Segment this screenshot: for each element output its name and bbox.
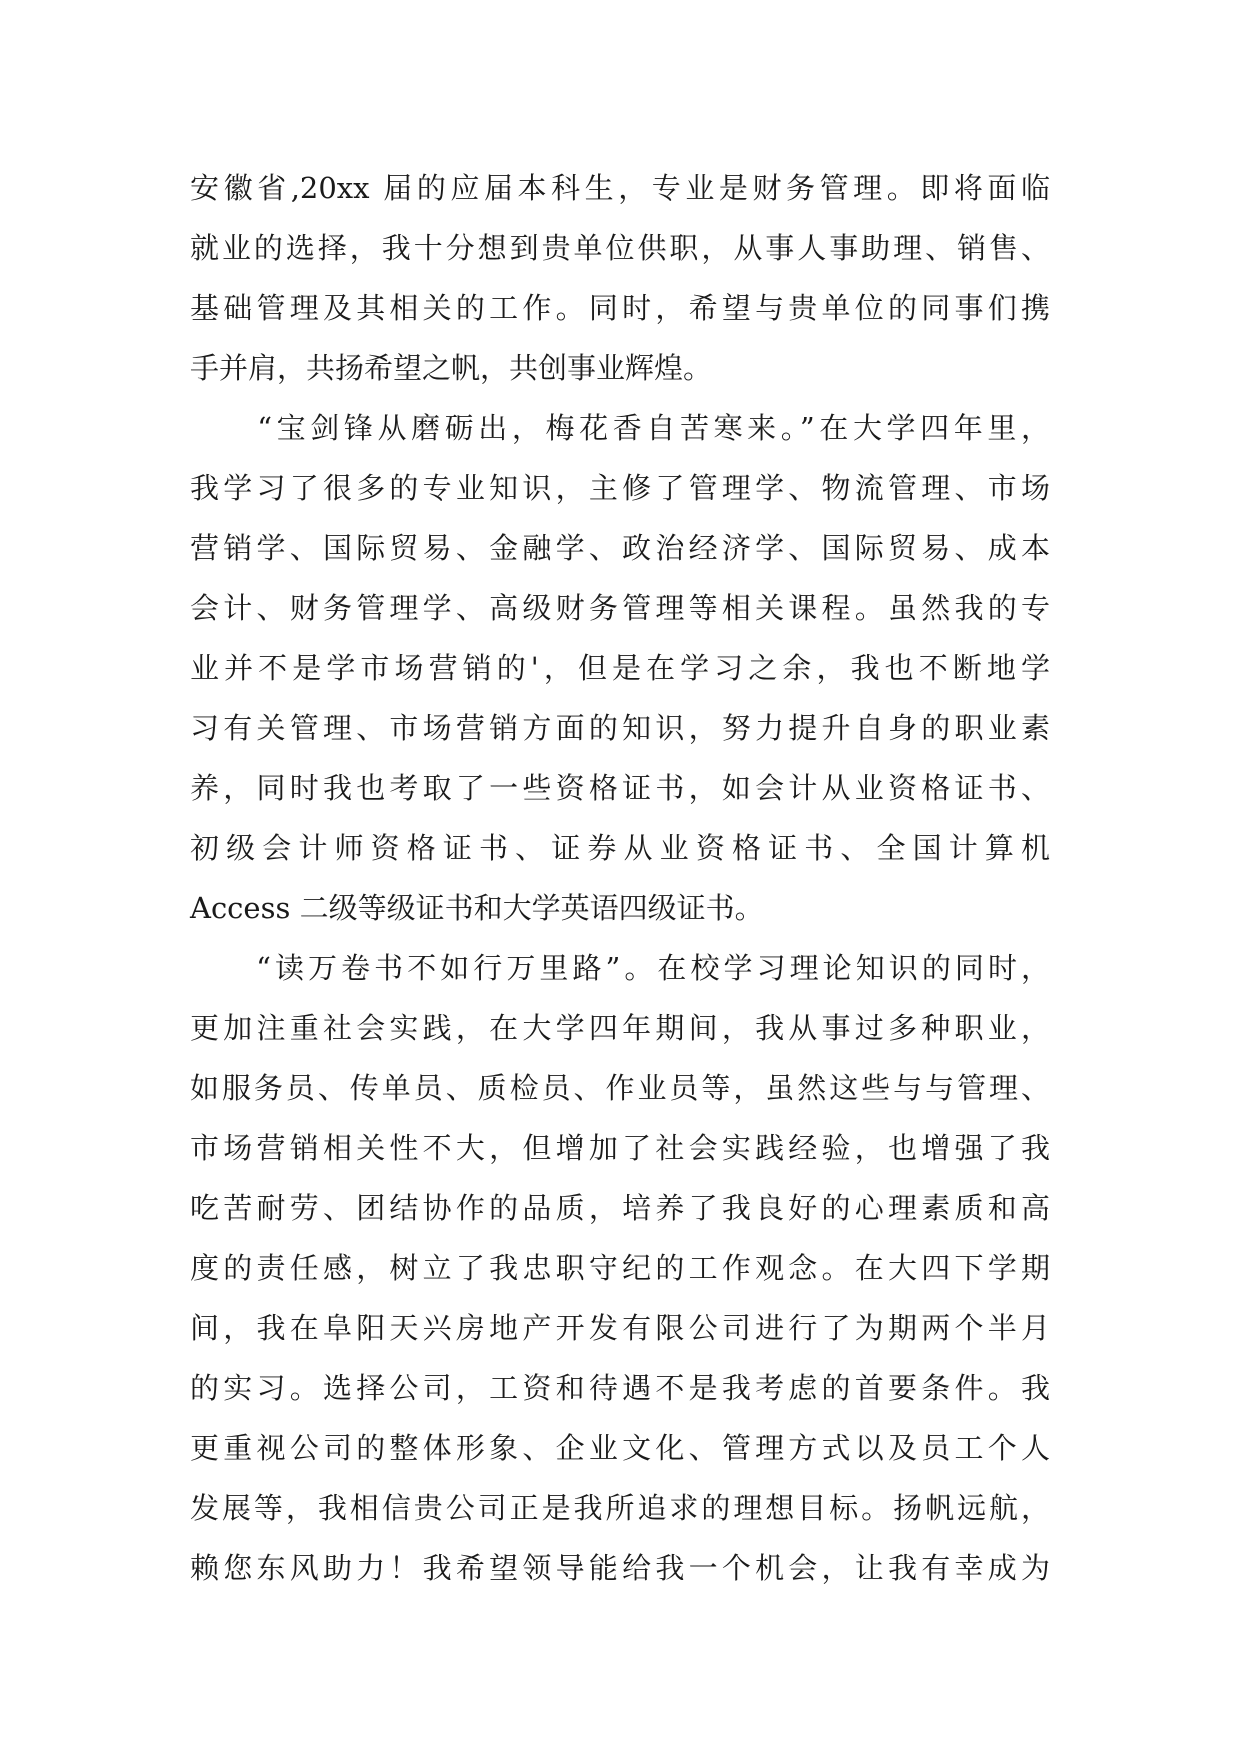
text-line: 赖您东风助力！我希望领导能给我一个机会，让我有幸成为 — [190, 1551, 1050, 1585]
text-line: 吃苦耐劳、团结协作的品质，培养了我良好的心理素质和高 — [190, 1191, 1050, 1225]
text-line: 的实习。选择公司，工资和待遇不是我考虑的首要条件。我 — [190, 1371, 1050, 1405]
text-line: 市场营销相关性不大，但增加了社会实践经验，也增强了我 — [190, 1131, 1050, 1165]
document-body — [190, 158, 1050, 1598]
text-line: 手并肩，共扬希望之帆，共创事业辉煌。 — [190, 351, 713, 385]
text-line: “宝剑锋从磨砺出，梅花香自苦寒来。”在大学四年里， — [190, 411, 1050, 445]
text-line: 基础管理及其相关的工作。同时，希望与贵单位的同事们携 — [190, 291, 1050, 325]
text-line: 就业的选择，我十分想到贵单位供职，从事人事助理、销售、 — [190, 231, 1050, 265]
text-line: 初级会计师资格证书、证券从业资格证书、全国计算机 — [190, 831, 1050, 865]
text-line: 营销学、国际贸易、金融学、政治经济学、国际贸易、成本 — [190, 531, 1050, 565]
paragraph-study — [190, 398, 1050, 938]
text-line: 习有关管理、市场营销方面的知识，努力提升自身的职业素 — [190, 711, 1050, 745]
text-line: 度的责任感，树立了我忠职守纪的工作观念。在大四下学期 — [190, 1251, 1050, 1285]
text-line: Access 二级等级证书和大学英语四级证书。 — [190, 891, 764, 925]
text-line: 如服务员、传单员、质检员、作业员等，虽然这些与与管理、 — [190, 1071, 1050, 1105]
text-line: 发展等，我相信贵公司正是我所追求的理想目标。扬帆远航， — [190, 1491, 1050, 1525]
text-line: 安徽省,20xx 届的应届本科生，专业是财务管理。即将面临 — [190, 171, 1050, 205]
text-line: 间，我在阜阳天兴房地产开发有限公司进行了为期两个半月 — [190, 1311, 1050, 1345]
text-line: “读万卷书不如行万里路”。在校学习理论知识的同时， — [190, 951, 1050, 985]
text-line: 养，同时我也考取了一些资格证书，如会计从业资格证书、 — [190, 771, 1050, 805]
text-line: 更重视公司的整体形象、企业文化、管理方式以及员工个人 — [190, 1431, 1050, 1465]
paragraph-practice — [190, 938, 1050, 1598]
text-line: 业并不是学市场营销的'，但是在学习之余，我也不断地学 — [190, 651, 1050, 685]
paragraph-intro — [190, 158, 1050, 398]
text-line: 更加注重社会实践，在大学四年期间，我从事过多种职业， — [190, 1011, 1050, 1045]
text-line: 会计、财务管理学、高级财务管理等相关课程。虽然我的专 — [190, 591, 1050, 625]
text-line: 我学习了很多的专业知识，主修了管理学、物流管理、市场 — [190, 471, 1050, 505]
